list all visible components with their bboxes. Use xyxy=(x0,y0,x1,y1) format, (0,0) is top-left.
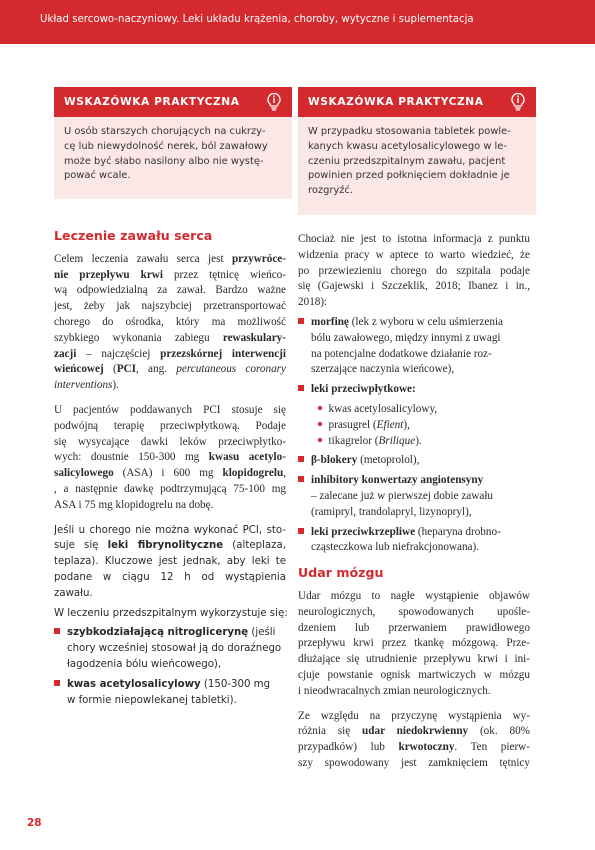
tip-line: cę lub niewydolność nerek, ból zawałowy xyxy=(64,140,268,152)
tip-line: rozgryźć. xyxy=(308,185,353,197)
text-line: się (Gajewski i Szczeklik, 2018; Ibanez i in., xyxy=(298,280,530,293)
list-item: leki przeciwpłytkowe: xyxy=(298,382,530,398)
text-line: neurologicznych, spowodowanych upośle- xyxy=(298,605,530,618)
bullet-dot-icon xyxy=(318,438,322,442)
text-line: interventions). xyxy=(54,379,119,392)
text-line: chory wcześniej stosował ją do doraźnego xyxy=(67,643,282,655)
list-item: β-blokery (metoprolol), xyxy=(298,453,530,469)
text-line: dłużające się utrudnienie przepływu krwi i ini- xyxy=(298,653,530,666)
text-line: zacji – najczęściej przezskórnej interwencji xyxy=(54,347,286,360)
tip-box-text xyxy=(298,117,536,199)
text-line: Ze względu na przyczynę wystąpienia wy- xyxy=(298,709,530,722)
tip-line: U osób starszych chorujących na cukrzy- xyxy=(64,126,266,137)
text-line: chorego do ośrodka, który ma możliwość xyxy=(54,315,286,328)
text-line: , a następnie dawkę podtrzymującą 75-100 mg xyxy=(54,482,286,495)
left-column xyxy=(54,228,286,708)
bullet-square-icon xyxy=(298,476,304,482)
text-line: wych: doustnie 150-300 mg kwasu acetylo- xyxy=(54,451,286,464)
text-line: widzenia pracy w aptece to warto wiedzieć, że xyxy=(298,248,530,261)
text-line: bólu zawałowego, między innymi z uwagi xyxy=(311,331,501,344)
section-heading: Leczenie zawału serca xyxy=(54,228,213,243)
text-line: teplaza). Kluczowe jest jednak, aby leki te xyxy=(54,556,286,568)
text-line: suje się leki fibrynolityczne (alteplaza, xyxy=(54,540,286,552)
text-line: po przewiezieniu chorego do szpitala podaje xyxy=(298,264,530,277)
running-header xyxy=(0,0,595,44)
text-line: przepływu krwi przez tkankę mózgową. Prze- xyxy=(298,637,530,650)
text-line: przypadków) lub krwotoczny. Ten pierw- xyxy=(298,741,530,754)
text-line: na potencjalne dodatkowe działanie roz- xyxy=(311,347,492,360)
tip-box-left xyxy=(54,87,292,199)
text-line: dzeniem lub przerwaniem prawidłowego xyxy=(298,621,530,634)
tip-box-heading: WSKAZÓWKA PRAKTYCZNA xyxy=(64,96,240,108)
list-item: szybkodziałającą nitroglicerynę (jeśli xyxy=(54,625,286,641)
text-line: – zalecane już w pierwszej dobie zawału xyxy=(311,489,494,502)
text-line: cząsteczkowa lub niefrakcjonowana). xyxy=(311,541,480,554)
text-line: się wysycające dawki leków przeciwpłytko- xyxy=(54,435,286,448)
bullet-dot-icon xyxy=(318,422,322,426)
bullet-square-icon xyxy=(298,385,304,391)
text-line: ASA i 75 mg klopidogrelu na dobę. xyxy=(54,498,214,511)
text-line: 2018): xyxy=(298,296,328,309)
text-line: zawału. xyxy=(54,587,93,599)
tip-line: czeniu przedszpitalnym zawału, pacjent xyxy=(308,155,506,167)
tip-box-heading: WSKAZÓWKA PRAKTYCZNA xyxy=(308,96,484,108)
text-line: nie przepływu krwi przez tętnicę wieńco- xyxy=(54,268,286,281)
text-line: wieńcowej (PCI, ang. percutaneous coronary xyxy=(54,363,286,376)
lightbulb-icon xyxy=(509,92,527,112)
text-line: (ramipryl, trandolapryl, lizynopryl), xyxy=(311,505,472,518)
list-item: inhibitory konwertazy angiotensyny xyxy=(298,473,530,489)
text-line: W leczeniu przedszpitalnym wykorzystuje się: xyxy=(54,607,288,619)
text-line: Jeśli u chorego nie można wykonać PCI, sto- xyxy=(54,524,286,536)
tip-line: kanych kwasu acetylosalicylowego w le- xyxy=(308,140,507,152)
tip-box-right xyxy=(298,87,536,215)
bullet-square-icon xyxy=(298,528,304,534)
lightbulb-icon xyxy=(265,92,283,112)
right-column xyxy=(298,232,530,772)
text-line: Celem leczenia zawału serca jest przywróce- xyxy=(54,252,286,265)
tip-line: może być słabo nasilony albo nie wystę- xyxy=(64,155,264,167)
text-line: podane w ciągu 12 h od wystąpienia xyxy=(54,571,286,583)
tip-line: powinien przed połknięciem dokładnie je xyxy=(308,170,510,182)
text-line: szerzające naczynia wieńcowe), xyxy=(311,363,455,376)
text-line: różnia się udar niedokrwienny (ok. 80% xyxy=(298,725,530,738)
tip-line: W przypadku stosowania tabletek powle- xyxy=(308,126,511,137)
bullet-square-icon xyxy=(54,628,60,634)
tip-box-header xyxy=(54,87,292,117)
text-line: i nieodwracalnych zmian neurologicznych. xyxy=(298,684,491,697)
text-line: podwójną terapię przeciwpłytkową. Podaje xyxy=(54,419,286,432)
tip-box-text xyxy=(54,117,292,184)
text-line: Chociaż nie jest to istotna informacja z punktu xyxy=(298,233,530,245)
list-item: morfinę (lek z wyboru w celu uśmierzenia xyxy=(298,315,530,331)
sub-list-item: prasugrel (Efient), xyxy=(298,418,530,434)
list-item: leki przeciwkrzepliwe (heparyna drobno- xyxy=(298,525,530,541)
sub-list-item: kwas acetylosalicylowy, xyxy=(298,402,530,418)
text-line: salicylowego (ASA) i 600 mg klopidogrelu, xyxy=(54,467,286,480)
text-line: łagodzenia bólu wieńcowego), xyxy=(67,658,222,670)
header-title: Układ sercowo-naczyniowy. Leki układu krążenia, choroby, wytyczne i suplementacja xyxy=(40,14,474,25)
sans-block xyxy=(54,523,286,709)
bullet-dot-icon xyxy=(318,406,322,410)
bullet-square-icon xyxy=(298,456,304,462)
page-number: 28 xyxy=(27,817,42,829)
bullet-square-icon xyxy=(54,680,60,686)
text-line: Udar mózgu to nagłe wystąpienie objawów xyxy=(298,589,530,602)
tip-box-header xyxy=(298,87,536,117)
section-heading: Udar mózgu xyxy=(298,565,384,581)
text-line: cjuje powstanie ognisk martwiczych w mózgu xyxy=(298,668,530,681)
tip-line: pować wcale. xyxy=(64,170,131,182)
text-line: wą odpowiedzialną za zawał. Bardzo ważne xyxy=(54,284,286,297)
text-line: jest, żeby jak najszybciej przetransportować xyxy=(54,300,286,313)
list-item: kwas acetylosalicylowy (150-300 mg xyxy=(54,677,286,693)
text-line: w formie niepowlekanej tabletki). xyxy=(67,694,237,706)
sub-list-item: tikagrelor (Brilique). xyxy=(298,434,530,450)
bullet-square-icon xyxy=(298,318,304,324)
text-line: U pacjentów poddawanych PCI stosuje się xyxy=(54,403,286,416)
text-line: szy spowodowany jest zamknięciem tętnicy xyxy=(298,756,530,769)
text-line: szybkiego wykonania zabiegu rewaskulary- xyxy=(54,331,286,344)
